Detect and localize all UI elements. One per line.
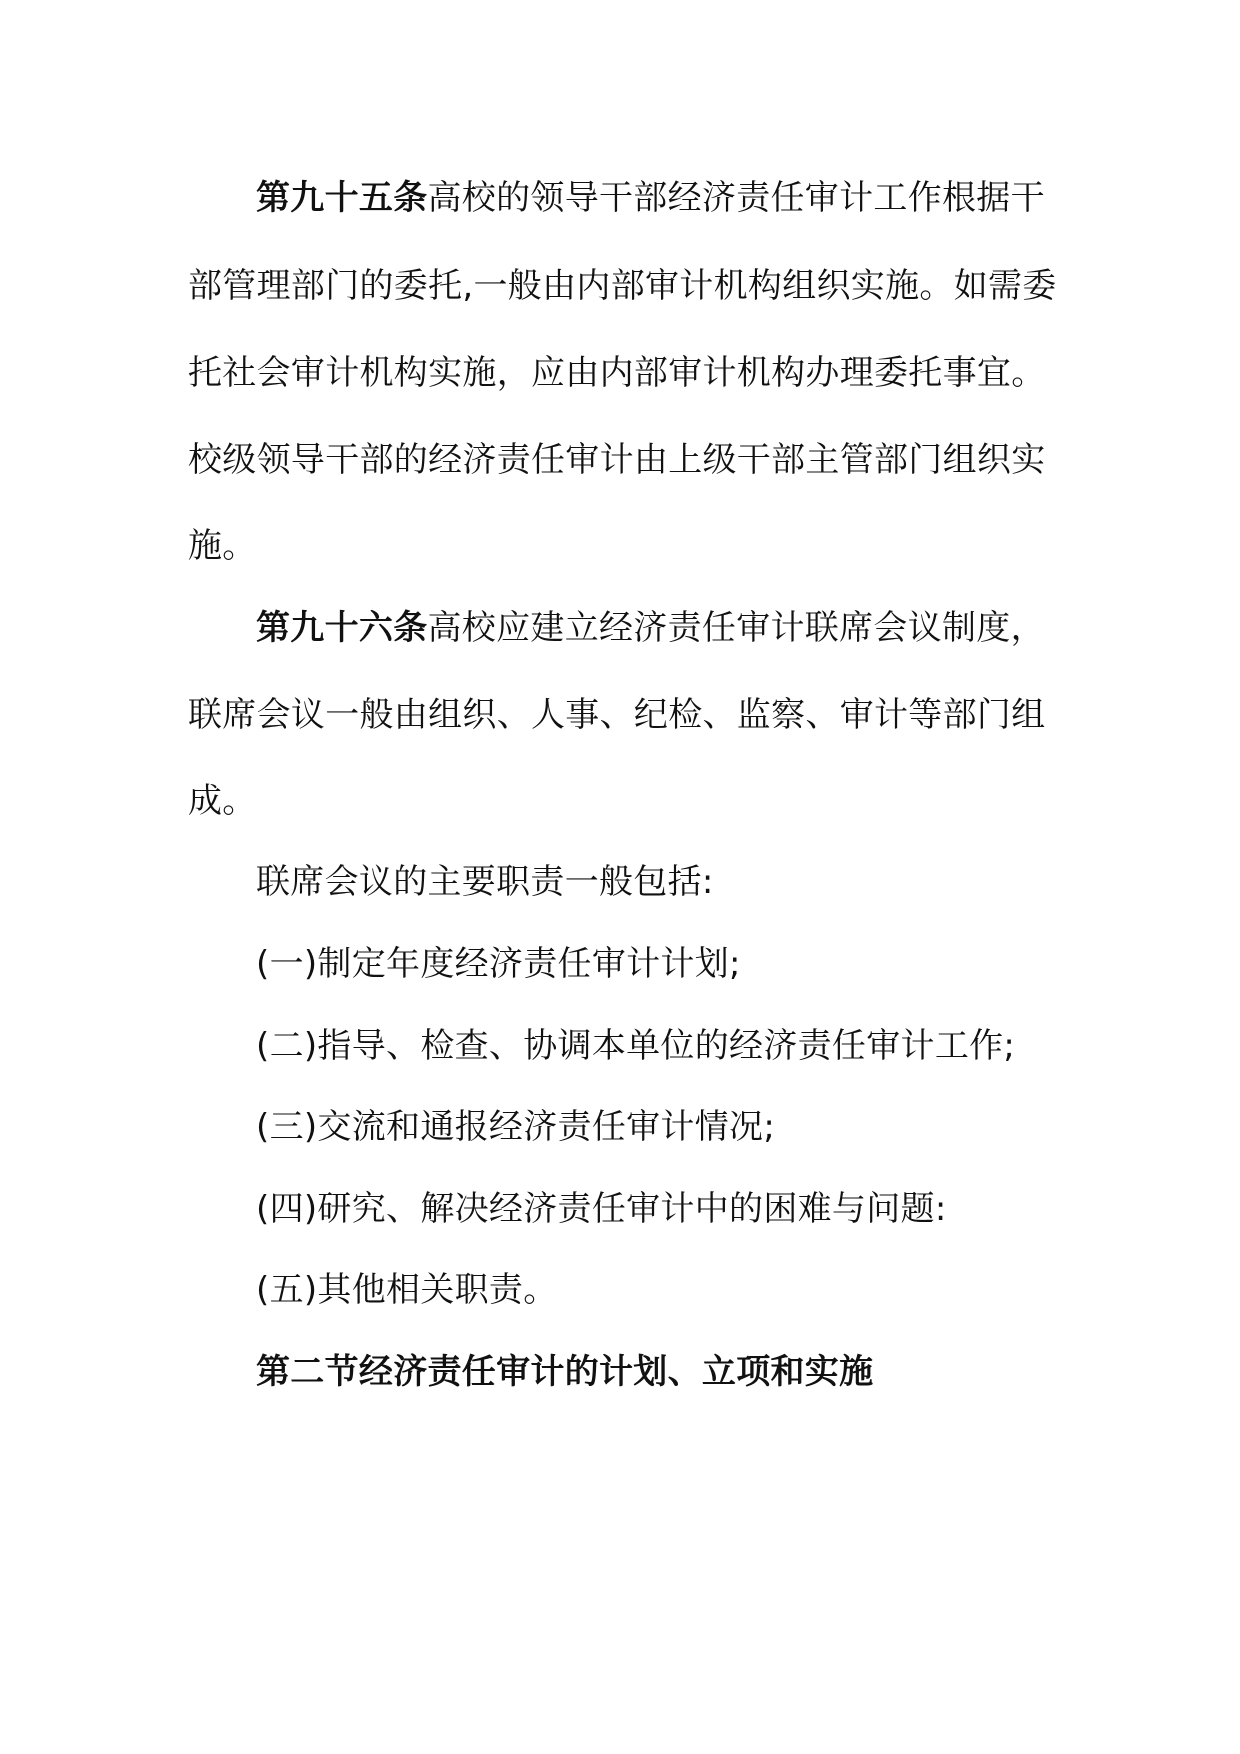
article-96-first-line (256, 606, 1045, 650)
article-95-line-3: 托社会审计机构实施，应由内部审计机构办理委托事宜。 (188, 353, 1046, 393)
duties-intro: 联席会议的主要职责一般包括: (256, 862, 714, 902)
article-95-line-5: 施。 (188, 526, 257, 566)
article-95-first-line (256, 176, 1045, 220)
article-95-line-2: 部管理部门的委托,一般由内部审计机构组织实施。如需委 (188, 266, 1057, 306)
duty-item-3: (三)交流和通报经济责任审计情况; (256, 1107, 776, 1147)
article-96-text: 高校应建立经济责任审计联席会议制度， (427, 608, 1045, 648)
article-96-line-3: 成。 (188, 781, 257, 821)
article-95-text: 高校的领导干部经济责任审计工作根据干 (427, 178, 1045, 218)
duty-item-1: (一)制定年度经济责任审计计划; (256, 944, 741, 984)
article-95-line-4: 校级领导干部的经济责任审计由上级干部主管部门组织实 (188, 440, 1046, 480)
article-95-heading: 第九十五条 (256, 178, 428, 218)
duty-item-2: (二)指导、检查、协调本单位的经济责任审计工作; (256, 1026, 1016, 1066)
duty-item-4: (四)研究、解决经济责任审计中的困难与问题: (256, 1189, 947, 1229)
section-2-heading: 第二节经济责任审计的计划、立项和实施 (256, 1352, 874, 1392)
article-96-heading: 第九十六条 (256, 608, 428, 648)
duty-item-5: (五)其他相关职责。 (256, 1270, 558, 1310)
article-96-line-2: 联席会议一般由组织、人事、纪检、监察、审计等部门组 (188, 695, 1046, 735)
